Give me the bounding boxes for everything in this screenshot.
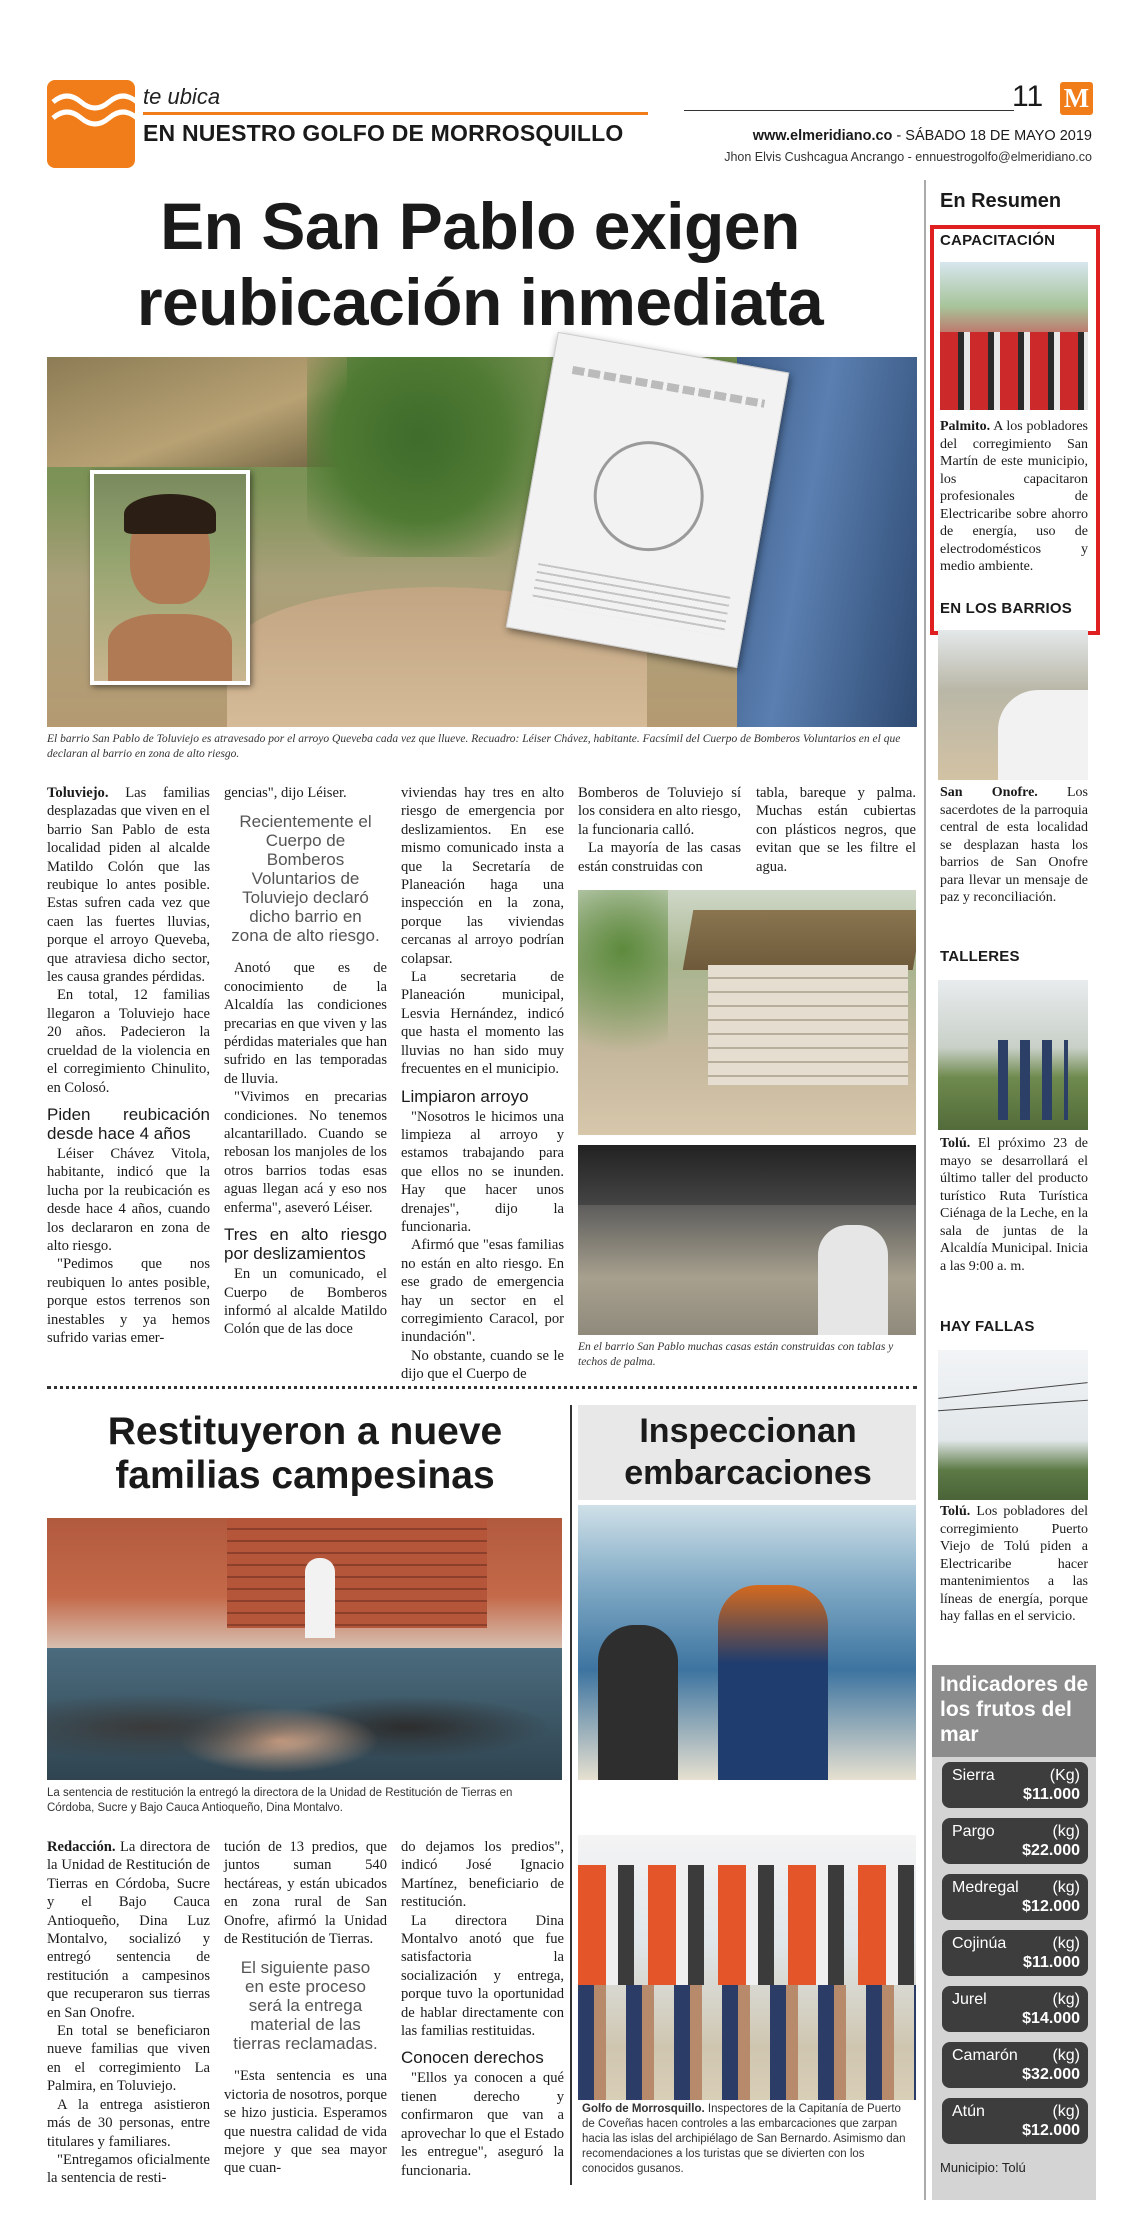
speaker [305, 1558, 335, 1638]
site-url[interactable]: www.elmeridiano.co [752, 128, 893, 144]
palm-roof [683, 910, 916, 970]
main-photo-caption: El barrio San Pablo de Toluviejo es atravesado por el arroyo Queveba cada vez que llueve. Recuadro: Léiser Chávez, habitante. Facsímil del Cuerpo de Bomberos Voluntarios en el que declaran al barrio en zona de alto riesgo. [47, 733, 901, 760]
inset-portrait [90, 470, 250, 685]
sidebar-head-barrios: EN LOS BARRIOS [940, 600, 1072, 617]
barrios-photo [938, 630, 1088, 780]
subhead: Tres en alto riesgo por deslizamientos [224, 1225, 387, 1264]
subhead: Piden reubicación desde hace 4 años [47, 1104, 210, 1143]
dateline: Toluviejo. [47, 785, 109, 801]
sidebar-border [924, 180, 926, 2200]
story2-photo [47, 1518, 562, 1780]
section-title: EN NUESTRO GOLFO DE MORROSQUILLO [143, 120, 624, 146]
main-col-4: Bomberos de Toluviejo sí los considera en alto riesgo, la funcionaria calló. La mayoría de las casas están construidas con [578, 785, 741, 875]
main-headline: En San Pablo exigen reubicación inmediata [136, 189, 824, 339]
indicators-footer: Municipio: Tolú [940, 2160, 1026, 2175]
life-vests [578, 1865, 916, 1985]
inspector [718, 1585, 828, 1780]
logo: M [1060, 82, 1093, 115]
byline: Jhon Elvis Cushcagua Ancrango - ennuestrogolfo@elmeridiano.co [724, 150, 1092, 164]
main-col-2: gencias", dijo Léiser. Recientemente el Cuerpo de Bomberos Voluntarios de Toluviejo declaró dicho barrio en zona de alto riesgo. Anotó que es de conocimiento de la Alcaldía las condiciones precarias en que viven y las pérdidas materiales que han sufrido en las temporadas de lluvia. "Vivimos en precarias condiciones. No tenemos alcantarillado. Cuando se rebosan los manjoles de los otros barrios todas esas aguas llegan acá y eso nos enferma", aseveró Léiser. Tres en alto riesgo por deslizamientos En un comunicado, el Cuerpo de Bomberos informó al alcalde Matildo Colón que de las doce [224, 785, 387, 1338]
story2-col-1: Redacción. La directora de la Unidad de Restitución de Tierras en Córdoba, Sucre y el Bajo Cauca Antioqueño, Dina Luz Montalvo, socializó y entregó sentencia de restitución a campesinos que recuperaron sus tierras en San Onofre. En total se beneficiaron nueve familias que viven en el corregimiento La Palmira, en Toluviejo. A la entrega asistieron más de 30 personas, entre titulares y familiares. "Entregamos oficialmente la sentencia de resti- [47, 1839, 210, 2187]
beach-photo [578, 1835, 916, 2100]
capacitacion-photo [940, 262, 1088, 410]
sidebar-text-barrios: San Onofre. Los sacerdotes de la parroquia central de esta localidad se desplazan hasta los barrios de San Onofre para llevar un mensaje de paz y reconciliación. [940, 785, 1088, 905]
document-seal [585, 432, 712, 559]
sidebar-head-talleres: TALLERES [940, 948, 1020, 965]
indicator-atun: Atún (kg) $12.000 [942, 2098, 1088, 2144]
header-rule [684, 110, 1014, 111]
sidebar-title: En Resumen [940, 190, 1062, 212]
hut-roof [47, 357, 347, 467]
kicker-rule [143, 112, 648, 115]
sidebar-head-capacitacion: CAPACITACIÓN [940, 232, 1056, 249]
story2-caption: La sentencia de restitución la entregó la directora de la Unidad de Restitución de Tierras en Córdoba, Sucre y Bajo Cauca Antioqueño, Dina Montalvo. [47, 1787, 513, 1814]
plank-wall [708, 965, 908, 1085]
indicator-pargo: Pargo (kg) $22.000 [942, 1818, 1088, 1864]
waves-icon [47, 80, 135, 168]
sidebar-head-fallas: HAY FALLAS [940, 1318, 1035, 1335]
main-col-5: tabla, bareque y palma. Muchas están cubiertas con plásticos negros, que evitan que se les filtre el agua. [756, 785, 916, 875]
subhead: Limpiaron arroyo [401, 1086, 529, 1106]
subhead: Conocen derechos [401, 2048, 544, 2068]
indicator-jurel: Jurel (kg) $14.000 [942, 1986, 1088, 2032]
dateline-bar: www.elmeridiano.co - SÁBADO 18 DE MAYO 2019 [752, 128, 1092, 144]
story2-headline: Restituyeron a nueve familias campesinas [107, 1410, 503, 1497]
tarp-roof [578, 1145, 916, 1205]
section-logo [47, 80, 135, 168]
indicator-cojinua: Cojinúa (kg) $11.000 [942, 1930, 1088, 1976]
section-kicker: te ubica [143, 84, 221, 109]
pull-quote: Recientemente el Cuerpo de Bomberos Voluntarios de Toluviejo declaró dicho barrio en zona de alto riesgo. [231, 812, 380, 946]
talleres-photo [938, 980, 1088, 1130]
boat-photo [578, 1505, 916, 1780]
indicator-camaron: Camarón (kg) $32.000 [942, 2042, 1088, 2088]
dateline: Redacción. [47, 1839, 116, 1855]
sidebar-text-fallas: Tolú. Los pobladores del corregimiento Puerto Viejo de Tolú piden a Electricaribe hacer mantenimientos a las líneas de energía, porque hay fallas en el servicio. [940, 1504, 1088, 1624]
fallas-photo [938, 1350, 1088, 1500]
indicator-medregal: Medregal (kg) $12.000 [942, 1874, 1088, 1920]
indicator-sierra: Sierra (Kg) $11.000 [942, 1762, 1088, 1808]
brick-wall [227, 1518, 487, 1628]
pull-quote: El siguiente paso en este proceso será la entrega material de las tierras reclamadas. [233, 1958, 378, 2054]
audience [47, 1648, 562, 1780]
house-photo [578, 1145, 916, 1335]
sidebar-text-talleres: Tolú. El próximo 23 de mayo se desarrollará el último taller del producto turístico Ruta Turística Ciénaga de la Leche, en la sala de juntas de la Alcaldía Municipal. Inicia a las 9:00 a. m. [940, 1136, 1088, 1274]
indicators-title: Indicadores de los frutos del mar [940, 1673, 1089, 1746]
story3-caption: Golfo de Morrosquillo. Inspectores de la Capitanía de Puerto de Coveñas hacen controles a las embarcaciones que zarpan hacia las islas del archipiélago de San Bernardo. Asimismo dan recomendaciones a los turistas que se divierten con los conocidos gusanos. [582, 2103, 906, 2175]
main-col-3: viviendas hay tres en alto riesgo de emergencia por deslizamientos. En ese mismo comunicado insta a que la Secretaría de Planeación haga una inspección en la zona, porque las viviendas cercanas al arroyo podrían colapsar. La secretaria de Planeación municipal, Lesvia Hernández, indicó que hasta el momento las lluvias no han sido muy frecuentes en el municipio. Limpiaron arroyo "Nosotros le hicimos una limpieza al arroyo y estamos trabajando para que ellos no se inunden. Hay que hacer unos drenajes", dijo la funcionaria. Afirmó que "esas familias no están en alto riesgo. En ese grado de emergencia hay un sector en el corregimiento Caracol, por inundación". No obstante, cuando se le dijo que el Cuerpo de [401, 785, 564, 1383]
sidebar-text-capacitacion: Palmito. A los pobladores del corregimiento San Martín de este municipio, los capacitaron profesionales de Electricaribe sobre ahorro de energía, uso de electrodomésticos y medio ambiente. [940, 419, 1088, 574]
shack-photo [578, 890, 916, 1135]
story2-col-2: tución de 13 predios, que juntos suman 540 hectáreas, y están ubicados en zona rural de San Onofre, afirmó la Unidad de Restitución de Tierras. El siguiente paso en este proceso será la entrega material de las tierras reclamadas. "Esta sentencia es una victoria de nosotros, porque se hizo justicia. Esperamos que nuestra calidad de vida mejore y que sea mayor que cuan- [224, 1839, 387, 2177]
page-number: 11 [1012, 80, 1044, 113]
story2-col-3: do dejamos los predios", indicó José Ignacio Martínez, beneficiario de restitución. La directora Dina Montalvo anotó que fue satisfactoria la socialización y entrega, porque tuvo la oportunidad de hablar directamente con las familias restituidas. Conocen derechos "Ellos ya conocen a qué tienen derecho y confirmaron que van a aprovechar lo que el Estado les entregue", aseguró la funcionaria. [401, 1839, 564, 2179]
story3-headline: Inspeccionan embarcaciones [624, 1412, 872, 1492]
main-col-1: Toluviejo. Las familias desplazadas que viven en el barrio San Pablo de esta localidad piden al alcalde Matildo Colón que las reubique lo antes posible. Estas sufren cada vez que caen las fuertes lluvias, porque el arroyo Queveba, que atraviesa dicho sector, les causa grandes pérdidas. En total, 12 familias llegaron a Toluviejo hace 20 años. Padecieron la crueldad de la violencia en el corregimiento Chinulito, en Colosó. Piden reubicación desde hace 4 años Léiser Chávez Vitola, habitante, indicó que la lucha por la reubicación es desde hace 4 años, cuando los declararon en zona de alto riesgo. "Pedimos que nos reubiquen lo antes posible, porque estos terrenos son inestables y ya hemos sufrido varias emer- [47, 785, 210, 1346]
column-divider [570, 1405, 572, 2185]
resident [818, 1225, 888, 1335]
side-photo-caption: En el barrio San Pablo muchas casas están construidas con tablas y techos de palma. [578, 1341, 894, 1368]
section-divider [47, 1386, 917, 1389]
issue-date: SÁBADO 18 DE MAYO 2019 [905, 128, 1092, 144]
